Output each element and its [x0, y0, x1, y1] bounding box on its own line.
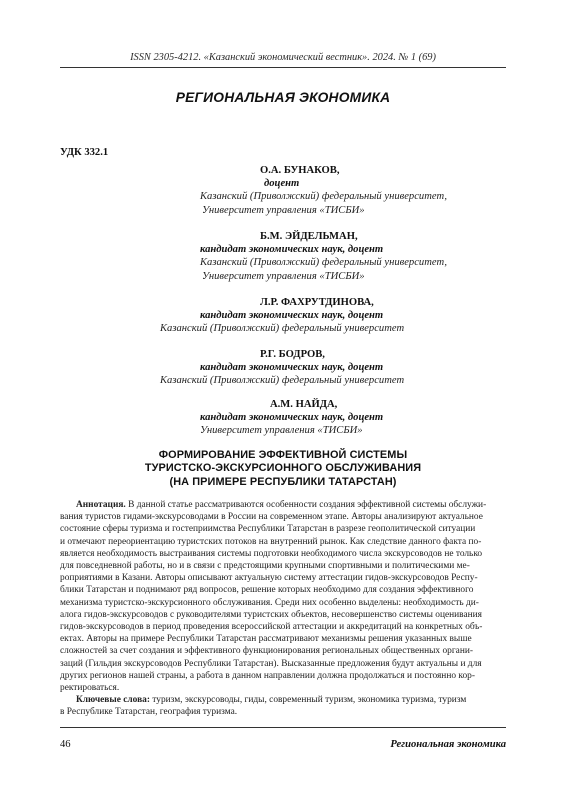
- author-degree: кандидат экономических наук, доцент: [200, 244, 384, 256]
- article-title-line: ФОРМИРОВАНИЕ ЭФФЕКТИВНОЙ СИСТЕМЫ: [158, 449, 408, 461]
- author-name: Л.Р. ФАХРУТДИНОВА,: [260, 297, 374, 308]
- abstract-line: блики Татарстан и поднимают ряд вопросов, решение которых необходимо для создания эффективного: [60, 585, 474, 596]
- abstract-line: гидов-экскурсоводов в период проведения всероссийской аттестации и аккредитаций на конкретных объ-: [60, 622, 483, 633]
- author-affiliation: Университет управления «ТИСБИ»: [202, 204, 365, 216]
- section-title: РЕГИОНАЛЬНАЯ ЭКОНОМИКА: [175, 90, 391, 105]
- abstract: [60, 499, 506, 719]
- author-degree: кандидат экономических наук, доцент: [200, 310, 384, 322]
- abstract-line: и отмечают переориентацию туристских потоков на внутренний рынок. Как следствие данного факта по-: [60, 536, 482, 547]
- abstract-line: является необходимость выстраивания системы подготовки необходимого числа экскурсоводов не только: [60, 548, 483, 559]
- author-block: [200, 398, 430, 438]
- author-degree: кандидат экономических наук, доцент: [200, 412, 384, 424]
- author-block: [160, 348, 430, 388]
- author-name: Б.М. ЭЙДЕЛЬМАН,: [260, 231, 358, 242]
- abstract-line: заций (Гильдия экскурсоводов Республики Татарстан). Высказанные предложения будут актуальны и для: [60, 658, 482, 669]
- author-name: О.А. БУНАКОВ,: [260, 165, 340, 176]
- abstract-line: ректироваться.: [60, 683, 120, 694]
- author-degree: кандидат экономических наук, доцент: [200, 362, 384, 374]
- author-name: Р.Г. БОДРОВ,: [260, 349, 325, 360]
- footer-section-name: Региональная экономика: [390, 739, 506, 750]
- author-affiliation: Казанский (Приволжский) федеральный университет: [160, 375, 405, 387]
- author-degree: доцент: [264, 178, 300, 190]
- abstract-line: других регионов нашей страны, а работа в данном направлении должна продолжаться и постоянно кор-: [60, 670, 475, 681]
- author-affiliation: Казанский (Приволжский) федеральный университет,: [200, 191, 448, 203]
- abstract-line: для повседневной работы, но и в связи с предстоящими крупными спортивными и политическими ме-: [60, 561, 470, 572]
- article-title-line: (НА ПРИМЕРЕ РЕСПУБЛИКИ ТАТАРСТАН): [169, 475, 397, 488]
- abstract-line: механизма туристско-экскурсионного обслуживания. Среди них особенно выделены: необходимость ди-: [60, 597, 479, 608]
- keywords-text: туризм, экскурсоводы, гиды, современный туризм, экономика туризма, туризм: [149, 695, 467, 706]
- author-affiliation: Казанский (Приволжский) федеральный университет: [160, 323, 405, 335]
- keywords-label: Ключевые слова:: [76, 695, 150, 706]
- abstract-line: [60, 499, 506, 511]
- abstract-line: алога гидов-экскурсоводов с руководителями туристских объектов, несовершенство системы оценивания: [60, 609, 482, 620]
- udk-code: УДК 332.1: [60, 147, 109, 158]
- author-name: А.М. НАЙДА,: [270, 399, 338, 410]
- keywords-line: [60, 694, 506, 706]
- page-number: 46: [60, 739, 71, 750]
- author-affiliation: Университет управления «ТИСБИ»: [202, 270, 365, 282]
- author-block: [200, 230, 448, 283]
- author-affiliation: Казанский (Приволжский) федеральный университет,: [200, 257, 448, 269]
- abstract-label: Аннотация.: [76, 500, 126, 510]
- header-divider: [60, 67, 506, 68]
- article-title-line: ТУРИСТСКО-ЭКСКУРСИОННОГО ОБСЛУЖИВАНИЯ: [144, 462, 422, 475]
- abstract-text: В данной статье рассматриваются особенности создания эффективной системы обслужи-: [125, 500, 487, 510]
- author-affiliation: Университет управления «ТИСБИ»: [200, 425, 363, 437]
- footer-divider: [60, 727, 506, 728]
- article-title: [0, 449, 566, 489]
- keywords-line: в Республике Татарстан, география туризма.: [60, 707, 238, 718]
- author-block: [200, 164, 448, 217]
- running-head: ISSN 2305-4212. «Казанский экономический вестник». 2024. № 1 (69): [130, 52, 436, 63]
- abstract-line: сложностей за счет создания и эффективного функционирования региональных общественных органи-: [60, 646, 474, 657]
- abstract-line: ектах. Авторы на примере Республики Татарстан рассматривают механизмы решения указанных выше: [60, 634, 472, 645]
- abstract-line: роприятиями в Казани. Авторы описывают актуальную систему аттестации гидов-экскурсоводов Респу-: [60, 573, 478, 584]
- abstract-line: вания туристов гидами-экскурсоводами в России на современном этапе. Авторы анализируют актуальное: [60, 512, 483, 523]
- abstract-line: состояние сферы туризма и гостеприимства Республики Татарстан в разрезе геополитической ситуации: [60, 524, 476, 535]
- author-block: [160, 296, 430, 336]
